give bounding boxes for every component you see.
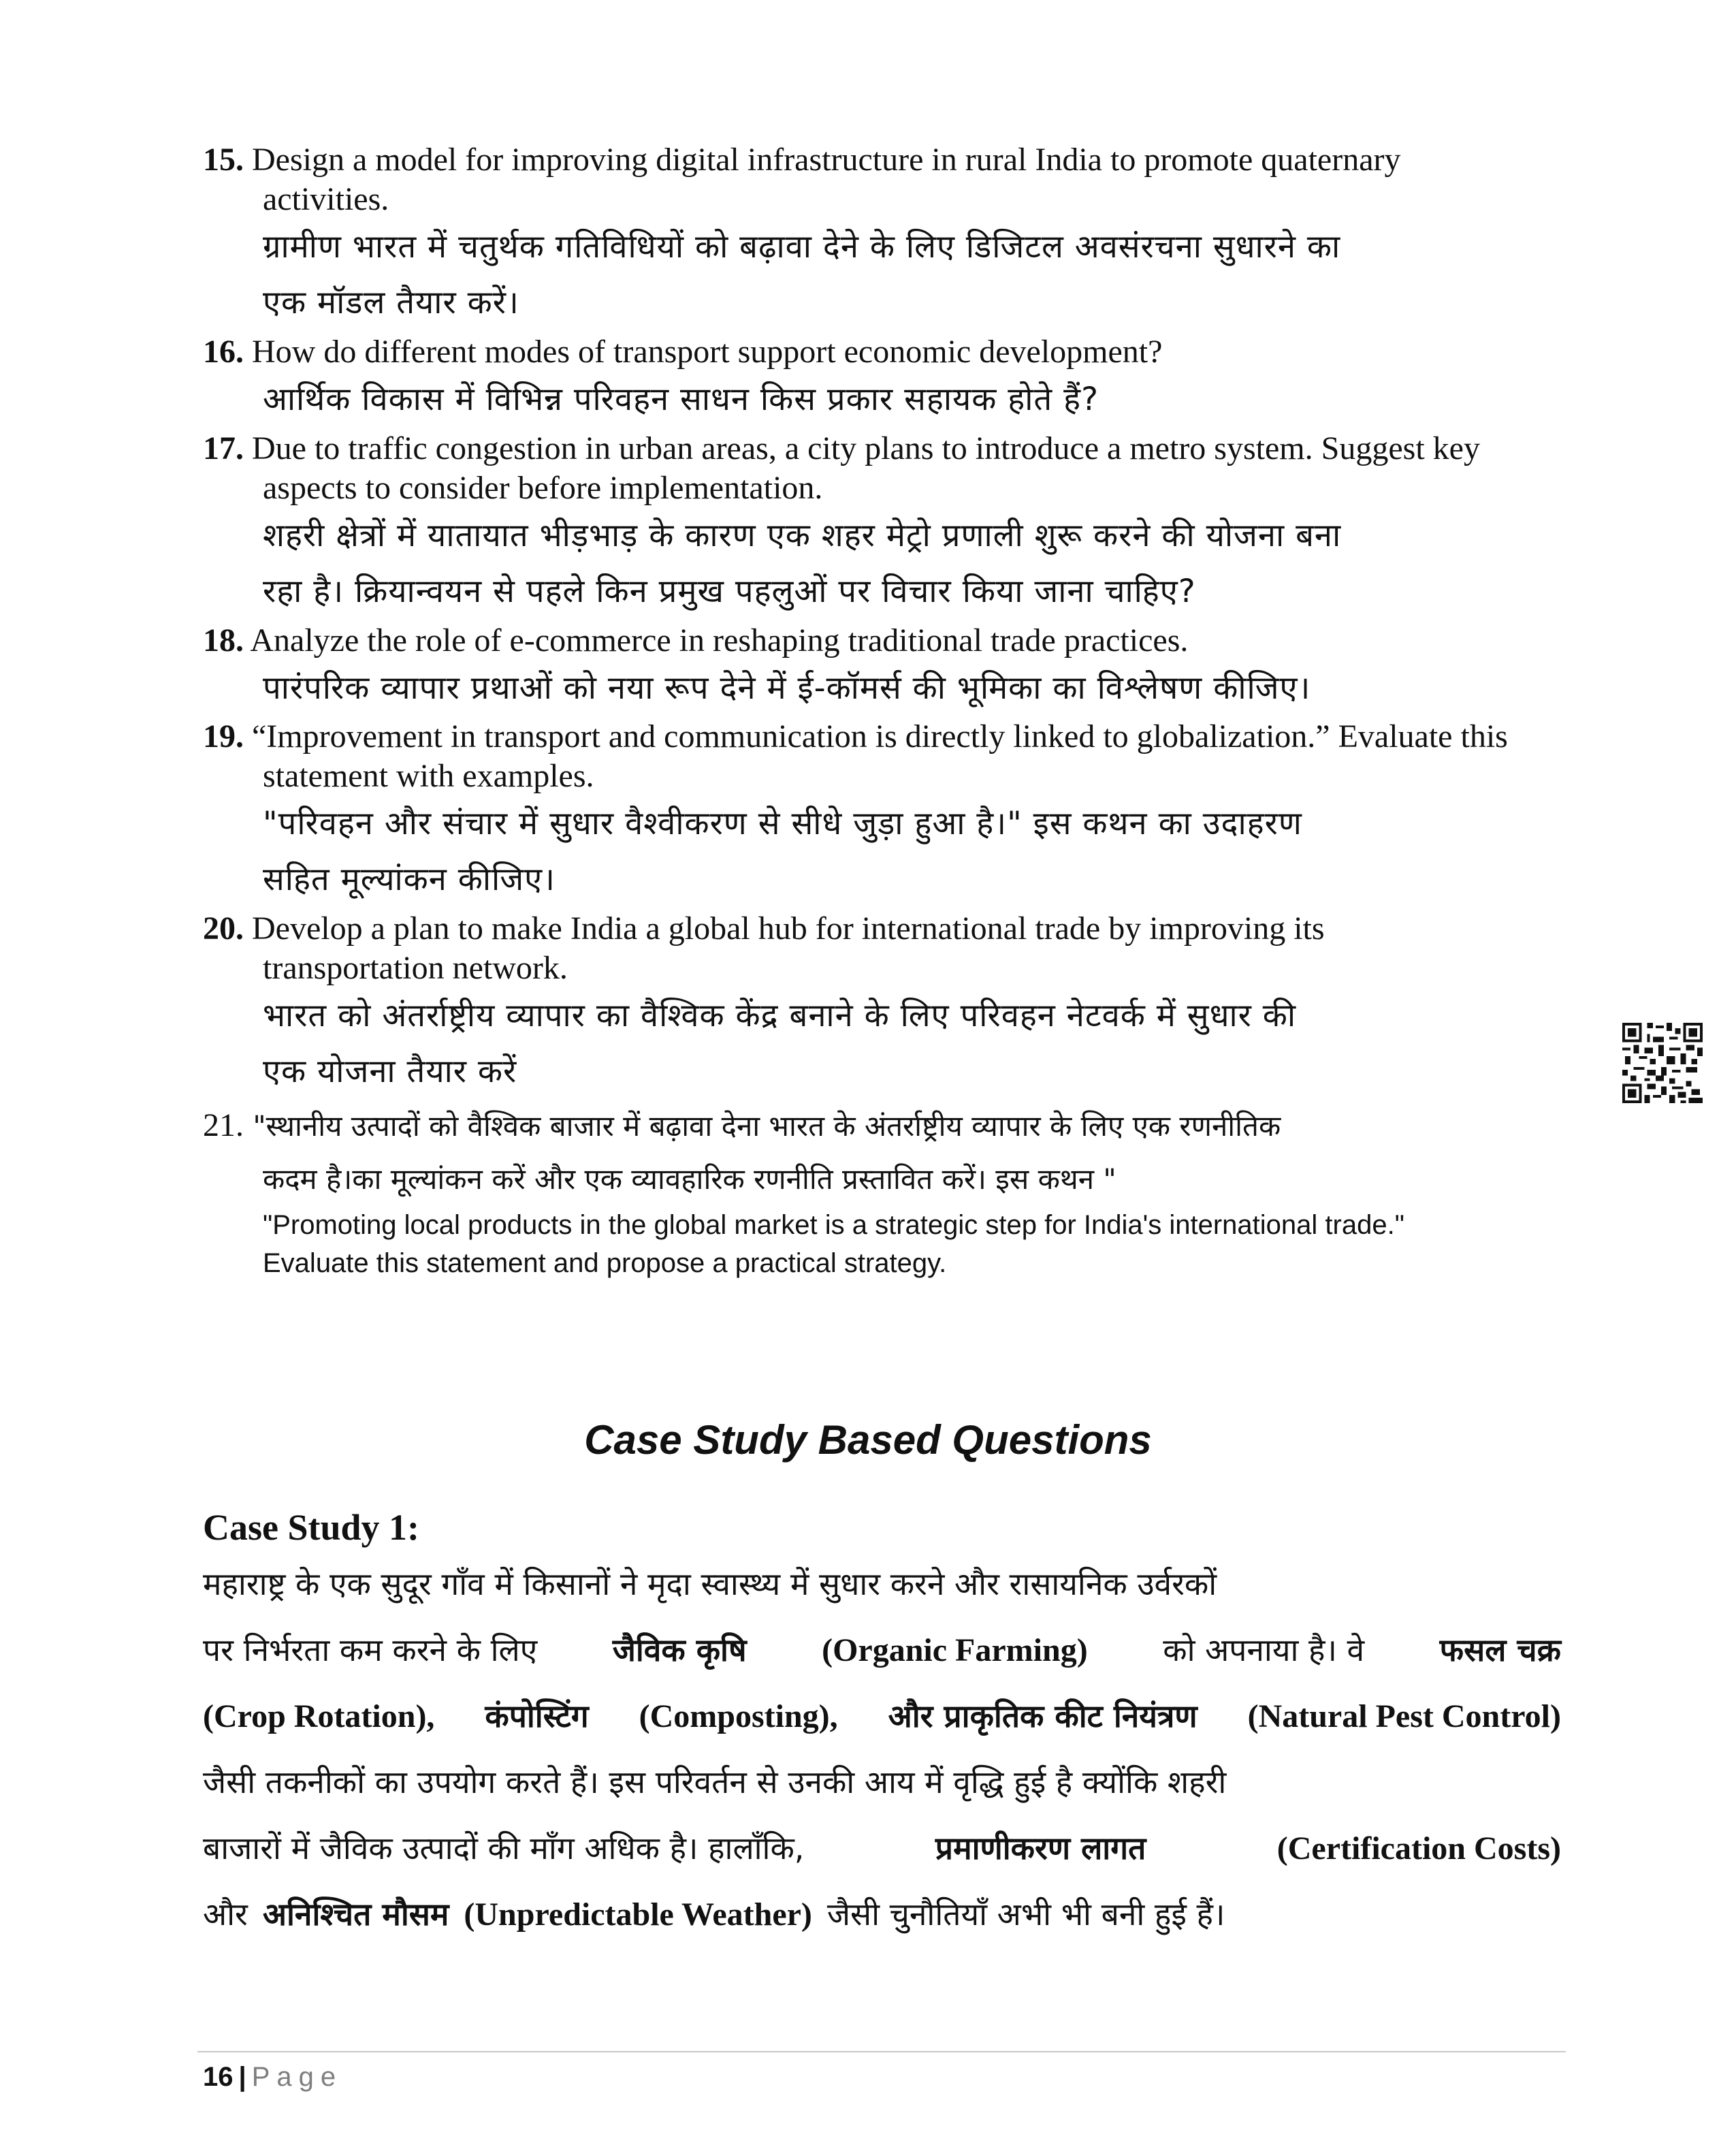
question-17 — [203, 429, 1571, 620]
page-label: Page — [251, 2062, 343, 2092]
footer-separator: | — [238, 2062, 246, 2092]
case-study-line — [203, 1683, 1561, 1749]
question-hindi: "स्थानीय उत्पादों को वैश्विक बाजार में बढ़ावा देना भारत के अंतर्राष्ट्रीय व्यापार के लिए एक रणनीतिक — [253, 1109, 1281, 1143]
text-span: को अपनाया है। वे — [1163, 1632, 1365, 1668]
question-english: aspects to consider before implementation. — [263, 470, 823, 506]
bold-term: प्रमाणीकरण लागत — [935, 1830, 1146, 1866]
section-heading: Case Study Based Questions — [584, 1417, 1152, 1463]
question-19 — [203, 717, 1571, 908]
page-number: 16 — [203, 2062, 234, 2092]
question-18 — [203, 621, 1571, 716]
question-number: 18. — [203, 622, 244, 658]
question-20 — [203, 909, 1571, 1100]
text-span: बाजारों में जैविक उत्पादों की माँग अधिक है। हालाँकि, — [203, 1830, 805, 1866]
qr-code-icon — [1622, 1023, 1703, 1103]
case-study-line — [203, 1617, 1561, 1683]
question-hindi: सहित मूल्यांकन कीजिए। — [263, 861, 556, 898]
question-english: transportation network. — [263, 950, 568, 986]
case-study-line — [203, 1815, 1561, 1881]
question-hindi: रहा है। क्रियान्वयन से पहले किन प्रमुख पहलुओं पर विचार किया जाना चाहिए? — [263, 573, 1196, 610]
question-hindi: पारंपरिक व्यापार प्रथाओं को नया रूप देने में ई-कॉमर्स की भूमिका का विश्लेषण कीजिए। — [263, 669, 1311, 707]
question-number: 20. — [203, 910, 244, 947]
bold-term: कंपोस्टिंग — [485, 1698, 589, 1734]
question-english: How do different modes of transport support economic development? — [252, 334, 1163, 370]
question-number: 21. — [203, 1107, 244, 1143]
english-term: (Unpredictable Weather) — [464, 1896, 812, 1933]
question-english: Due to traffic congestion in urban areas, a city plans to introduce a metro system. Suggest key — [252, 430, 1480, 466]
bold-term: अनिश्चित मौसम — [262, 1896, 449, 1933]
english-term: (Organic Farming) — [822, 1632, 1088, 1668]
case-study-line — [203, 1881, 1561, 1948]
question-hindi: शहरी क्षेत्रों में यातायात भीड़भाड़ के कारण एक शहर मेट्रो प्रणाली शुरू करने की योजना बना — [263, 517, 1342, 554]
case-study-line: महाराष्ट्र के एक सुदूर गाँव में किसानों ने मृदा स्वास्थ्य में सुधार करने और रासायनिक उर्वरकों — [203, 1566, 1217, 1602]
question-english: Design a model for improving digital infrastructure in rural India to promote quaternary — [252, 142, 1401, 178]
footer-divider — [197, 2051, 1566, 2052]
question-english: "Promoting local products in the global market is a strategic step for India's international trade." — [263, 1210, 1404, 1240]
question-english: “Improvement in transport and communication is directly linked to globalization.” Evaluate this — [252, 718, 1508, 754]
question-english: Develop a plan to make India a global hub for international trade by improving its — [252, 910, 1325, 947]
question-english: statement with examples. — [263, 758, 594, 794]
page-footer — [203, 2062, 342, 2093]
text-span: और — [203, 1896, 248, 1933]
case-study-body — [203, 1551, 1561, 1948]
english-term: (Composting), — [639, 1698, 838, 1734]
question-number: 19. — [203, 718, 244, 754]
english-term: (Crop Rotation), — [203, 1698, 435, 1734]
question-hindi: "परिवहन और संचार में सुधार वैश्वीकरण से सीधे जुड़ा हुआ है।" इस कथन का उदाहरण — [263, 805, 1302, 842]
bold-term: जैविक कृषि — [612, 1632, 747, 1668]
question-english: Analyze the role of e-commerce in reshaping traditional trade practices. — [250, 622, 1189, 658]
case-study-title: Case Study 1: — [203, 1507, 420, 1548]
english-term: (Certification Costs) — [1276, 1830, 1561, 1866]
bold-term: फसल चक्र — [1439, 1632, 1561, 1668]
question-hindi: आर्थिक विकास में विभिन्न परिवहन साधन किस प्रकार सहायक होते हैं? — [263, 381, 1099, 418]
text-span: जैसी चुनौतियाँ अभी भी बनी हुई हैं। — [826, 1896, 1225, 1933]
question-english: Evaluate this statement and propose a practical strategy. — [263, 1248, 947, 1278]
question-21 — [203, 1100, 1571, 1282]
question-16 — [203, 332, 1571, 428]
question-15 — [203, 140, 1571, 331]
bold-term: और प्राकृतिक कीट नियंत्रण — [888, 1698, 1197, 1734]
question-hindi: कदम है।का मूल्यांकन करें और एक व्यावहारिक रणनीति प्रस्तावित करें। इस कथन " — [263, 1162, 1116, 1196]
question-english: activities. — [263, 181, 389, 217]
question-number: 15. — [203, 142, 244, 178]
case-study-line: जैसी तकनीकों का उपयोग करते हैं। इस परिवर्तन से उनकी आय में वृद्धि हुई है क्योंकि शहरी — [203, 1764, 1227, 1800]
text-span: पर निर्भरता कम करने के लिए — [203, 1632, 538, 1668]
question-number: 17. — [203, 430, 244, 466]
question-number: 16. — [203, 334, 244, 370]
english-term: (Natural Pest Control) — [1247, 1698, 1561, 1734]
question-hindi: ग्रामीण भारत में चतुर्थक गतिविधियों को बढ़ावा देने के लिए डिजिटल अवसंरचना सुधारने का — [263, 228, 1341, 266]
question-hindi: भारत को अंतर्राष्ट्रीय व्यापार का वैश्विक केंद्र बनाने के लिए परिवहन नेटवर्क में सुधार की — [263, 997, 1297, 1034]
question-hindi: एक योजना तैयार करें — [263, 1053, 517, 1090]
question-hindi: एक मॉडल तैयार करें। — [263, 284, 519, 321]
